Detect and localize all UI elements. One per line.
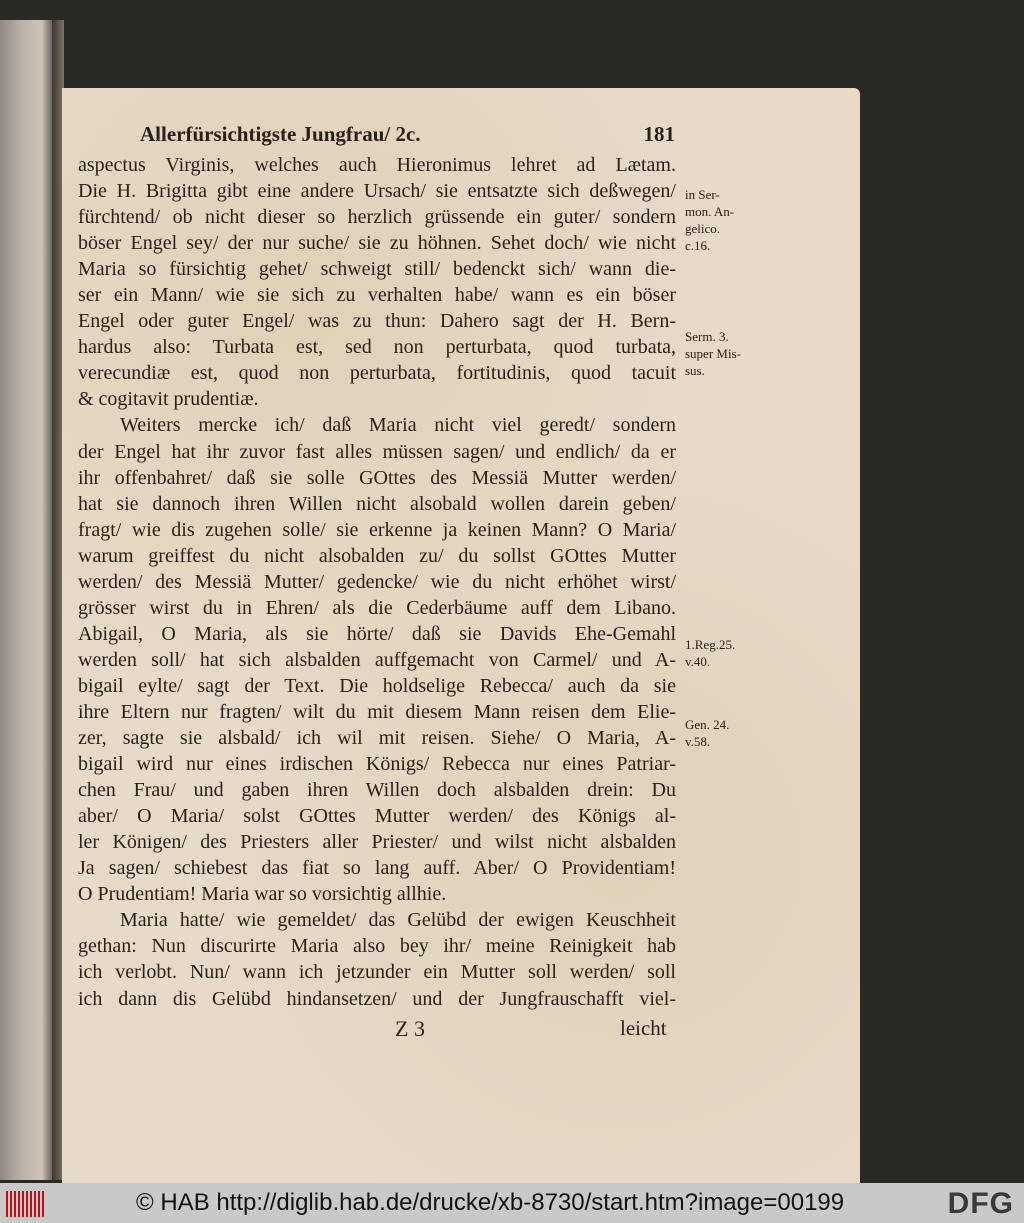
text-line: fragt/ wie dis zugehen solle/ sie erkenne ja keinen Mann? O Maria/: [78, 518, 676, 541]
text-line: aspectus Virginis, welches auch Hieronimus lehret ad Lætam.: [78, 154, 676, 176]
running-header: [140, 122, 675, 147]
text-line: O Prudentiam! Maria war so vorsichtig allhie.: [78, 883, 447, 906]
text-line: aber/ O Maria/ solst GOttes Mutter werden/ des Königs al-: [78, 805, 676, 828]
margin-note-line: c.16.: [685, 238, 711, 253]
text-line: & cogitavit prudentiæ.: [78, 388, 259, 411]
hab-logo-icon: [6, 1191, 44, 1217]
text-line: Abigail, O Maria, als sie hörte/ daß sie Davids Ehe-Gemahl: [78, 622, 676, 645]
margin-note: [685, 186, 734, 254]
text-line: werden/ des Messiä Mutter/ gedencke/ wie du nicht erhöhet wirst/: [78, 570, 676, 593]
text-line: ihre Eltern nur fragten/ wilt du mit diesem Mann reisen dem Elie-: [78, 700, 676, 723]
margin-note: [685, 636, 735, 670]
text-line: chen Frau/ und gaben ihren Willen doch alsbalden drein: Du: [78, 779, 676, 802]
margin-note-line: Gen. 24.: [685, 717, 730, 732]
text-line: ich dann dis Gelübd hindansetzen/ und der Jungfrauschafft viel-: [78, 987, 676, 1010]
text-line: ihr offenbahret/ daß sie solle GOttes des Messiä Mutter werden/: [78, 466, 676, 489]
catchword: leicht: [620, 1016, 667, 1040]
text-line: Maria hatte/ wie gemeldet/ das Gelübd der ewigen Keuschheit: [120, 909, 676, 932]
text-line: Die H. Brigitta gibt eine andere Ursach/ sie entsatzte sich deßwegen/: [78, 180, 676, 203]
text-line: werden soll/ hat sich alsbalden auffgemacht von Carmel/ und A-: [78, 648, 676, 671]
viewer-footer-bar: [0, 1183, 1024, 1223]
text-line: böser Engel sey/ der nur suche/ sie zu höhnen. Sehet doch/ wie nicht: [78, 232, 676, 255]
text-line: Ja sagen/ schiebest das fiat so lang auff. Aber/ O Providentiam!: [78, 857, 676, 880]
text-line: gethan: Nun discurirte Maria also bey ihr/ meine Reinigkeit hab: [78, 935, 676, 958]
margin-note-line: v.40.: [685, 654, 711, 669]
margin-note-line: gelico.: [685, 221, 721, 236]
text-line: fürchtend/ ob nicht dieser so herzlich grüssende ein guter/ sondern: [78, 206, 676, 229]
copyright-url[interactable]: © HAB http://diglib.hab.de/drucke/xb-8730/start.htm?image=00199: [136, 1189, 845, 1216]
margin-note: [685, 328, 741, 379]
margin-note-line: 1.Reg.25.: [685, 637, 736, 652]
previous-page-edge: [0, 20, 52, 1180]
signature-mark: Z 3: [395, 1016, 425, 1041]
text-line: hat sie dannoch ihren Willen nicht alsobald wollen darein geben/: [78, 492, 676, 515]
text-line: ser ein Mann/ wie sie sich zu verhalten habe/ wann es ein böser: [78, 284, 676, 307]
margin-note: [685, 716, 729, 750]
margin-note-line: Serm. 3.: [685, 329, 729, 344]
page-number: 181: [643, 122, 675, 146]
text-line: warum greiffest du nicht alsobalden zu/ du sollst GOttes Mutter: [78, 544, 676, 567]
text-line: der Engel hat ihr zuvor fast alles müssen sagen/ und endlich/ da er: [78, 440, 676, 463]
text-line: verecundiæ est, quod non perturbata, fortitudinis, quod tacuit: [78, 362, 676, 385]
text-line: bigail eylte/ sagt der Text. Die holdselige Rebecca/ auch da sie: [78, 674, 676, 697]
text-line: bigail wird nur eines irdischen Königs/ Rebecca nur eines Patriar-: [78, 753, 676, 776]
text-line: Engel oder guter Engel/ was zu thun: Dahero sagt der H. Bern-: [78, 310, 676, 333]
margin-note-line: mon. An-: [685, 204, 735, 219]
margin-note-line: in Ser-: [685, 187, 720, 202]
text-line: ich verlobt. Nun/ wann ich jetzunder ein Mutter soll werden/ soll: [78, 961, 676, 984]
dfg-logo: DFG: [947, 1187, 1014, 1220]
main-text: [78, 152, 676, 1012]
margin-note-line: super Mis-: [685, 346, 741, 361]
margin-note-line: sus.: [685, 363, 705, 378]
text-line: zer, sagte sie alsbald/ ich wil mit reisen. Siehe/ O Maria, A-: [78, 727, 676, 750]
text-line: grösser wirst du in Ehren/ als die Cederbäume auff dem Libano.: [78, 596, 676, 619]
text-line: hardus also: Turbata est, sed non perturbata, quod turbata,: [78, 336, 676, 359]
margin-note-line: v.58.: [685, 734, 711, 749]
text-line: Weiters mercke ich/ daß Maria nicht viel geredt/ sondern: [120, 414, 676, 437]
text-line: Maria so fürsichtig gehet/ schweigt still/ bedenckt sich/ wann die-: [78, 258, 676, 281]
text-line: ler Königen/ des Priesters aller Priester/ und wilst nicht alsbalden: [78, 831, 676, 854]
running-title: Allerfürsichtigste Jungfrau/ 2c.: [140, 122, 421, 146]
